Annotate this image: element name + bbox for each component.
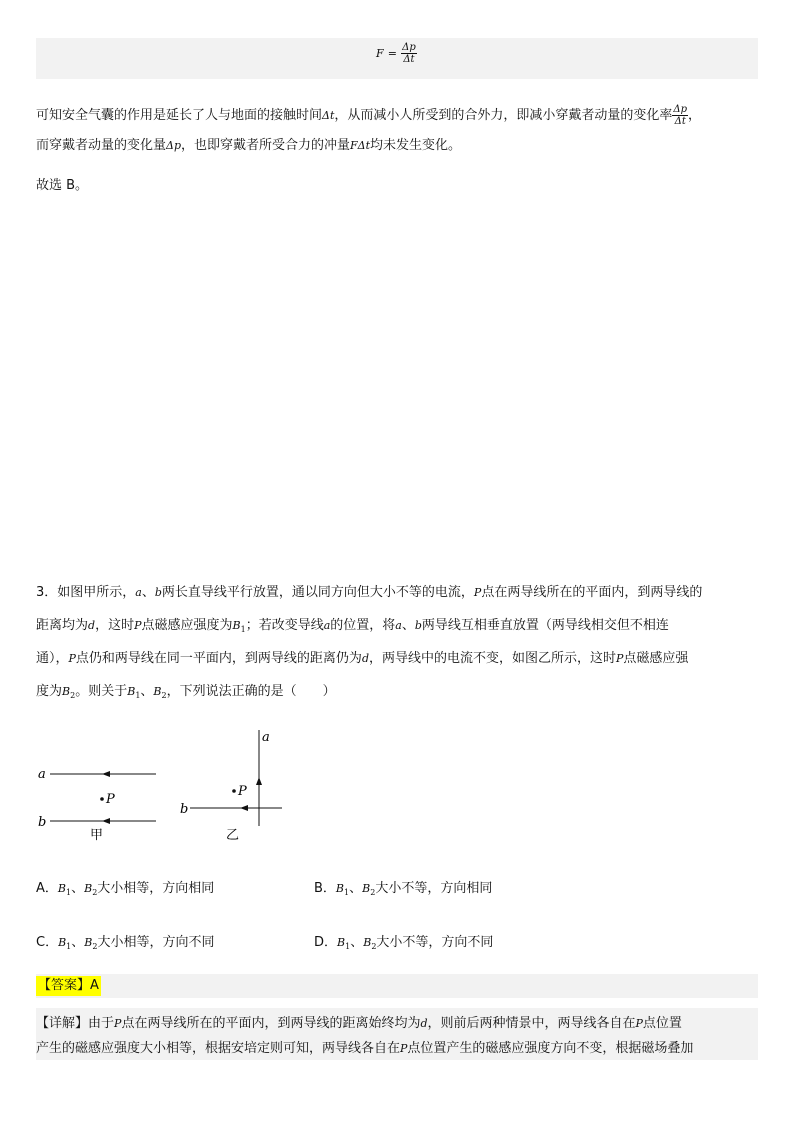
text: 点磁感应强度为 bbox=[141, 618, 233, 633]
text: 3．如图甲所示， bbox=[36, 585, 136, 600]
text: ， bbox=[688, 108, 702, 123]
option-letter: A． bbox=[36, 881, 58, 896]
subscript: 1 bbox=[135, 691, 141, 700]
var-a: a bbox=[135, 586, 142, 599]
option-a[interactable] bbox=[36, 877, 214, 897]
caption-jia: 甲 bbox=[90, 828, 104, 843]
sym: B bbox=[362, 882, 371, 895]
text: 、 bbox=[401, 618, 415, 633]
point-P-jia bbox=[100, 797, 104, 801]
wire-figure bbox=[30, 725, 300, 850]
text: 点位置产生的磁感应强度方向不变，根据磁场叠加 bbox=[407, 1041, 694, 1056]
text: 点磁感应强 bbox=[623, 651, 689, 666]
var-P: P bbox=[616, 652, 624, 665]
text: ，也即穿戴者所受合力的冲量 bbox=[181, 138, 351, 153]
text: ，下列说法正确的是（ ） bbox=[166, 684, 336, 699]
text: ，这时 bbox=[95, 618, 135, 633]
text: 、 bbox=[141, 585, 155, 600]
impulse-formula bbox=[376, 42, 417, 65]
option-text: 大小相等，方向相同 bbox=[97, 881, 215, 896]
sym: B bbox=[58, 936, 67, 949]
formula-num: Δp bbox=[402, 42, 416, 53]
formula-den: Δt bbox=[401, 53, 417, 65]
option-letter: B． bbox=[314, 881, 336, 896]
subscript: 2 bbox=[370, 888, 376, 897]
var-d: d bbox=[361, 652, 369, 665]
sym: B bbox=[127, 685, 136, 698]
var-b: b bbox=[154, 586, 162, 599]
sym: B bbox=[84, 882, 93, 895]
subscript: 2 bbox=[161, 691, 167, 700]
formula-eq: = bbox=[387, 47, 397, 60]
var-d: d bbox=[420, 1017, 428, 1030]
arrow-a-jia-icon bbox=[102, 771, 110, 777]
formula-fraction bbox=[401, 42, 417, 65]
var-P: P bbox=[114, 1017, 122, 1030]
subscript: 2 bbox=[92, 888, 98, 897]
text: 的位置，将 bbox=[330, 618, 396, 633]
sym: B bbox=[84, 936, 93, 949]
subscript: 1 bbox=[66, 888, 72, 897]
arrow-b-yi-icon bbox=[240, 805, 248, 811]
option-text: 大小相等，方向不同 bbox=[97, 935, 215, 950]
sym: B bbox=[232, 619, 241, 632]
var-a: a bbox=[395, 619, 402, 632]
frac-num: Δp bbox=[673, 104, 688, 115]
question-line-3 bbox=[36, 649, 688, 669]
explanation-line-2 bbox=[36, 136, 461, 156]
text: 可知安全气囊的作用是延长了人与地面的接触时间 bbox=[36, 108, 323, 123]
var-P: P bbox=[635, 1017, 643, 1030]
text: 、 bbox=[350, 935, 364, 950]
text: 由于 bbox=[88, 1016, 115, 1031]
var-P: P bbox=[400, 1042, 408, 1055]
label-a-jia: a bbox=[38, 767, 46, 782]
text: 两导线互相垂直放置（两导线相交但不相连 bbox=[421, 618, 669, 633]
rate-fraction bbox=[672, 104, 688, 127]
sym: B bbox=[363, 936, 372, 949]
var-B1 bbox=[127, 685, 140, 698]
text: 、 bbox=[71, 935, 85, 950]
text: 点在两导线所在的平面内，到两导线的 bbox=[481, 585, 703, 600]
text: 产生的磁感应强度大小相等，根据安培定则可知，两导线各自在 bbox=[36, 1041, 401, 1056]
formula-lhs: F bbox=[376, 47, 384, 60]
impulse: FΔt bbox=[350, 139, 371, 152]
detail-label: 【详解】 bbox=[36, 1016, 89, 1031]
option-b[interactable] bbox=[314, 877, 492, 897]
point-P-yi bbox=[232, 789, 236, 793]
answer-label: 【答案】A bbox=[36, 976, 101, 996]
answer-panel bbox=[36, 974, 758, 998]
label-a-yi: a bbox=[262, 730, 270, 745]
subscript: 2 bbox=[371, 942, 377, 951]
text: ，则前后两种情景中，两导线各自在 bbox=[427, 1016, 636, 1031]
arrow-b-jia-icon bbox=[102, 818, 110, 824]
var-B1 bbox=[233, 619, 246, 632]
text: 两长直导线平行放置，通以同方向但大小不等的电流， bbox=[161, 585, 474, 600]
question-line-4 bbox=[36, 682, 336, 706]
sym: B bbox=[153, 685, 162, 698]
option-text: 大小不等，方向不同 bbox=[376, 935, 494, 950]
label-P-yi: P bbox=[238, 784, 247, 799]
subscript: 1 bbox=[240, 625, 246, 634]
text: 点仍和两导线在同一平面内，到两导线的距离仍为 bbox=[75, 651, 362, 666]
subscript: 1 bbox=[345, 942, 351, 951]
text: 点位置 bbox=[642, 1016, 682, 1031]
delta-t: Δt bbox=[322, 109, 335, 122]
option-letter: C． bbox=[36, 935, 59, 950]
var-B2 bbox=[62, 685, 75, 698]
delta-p: Δp bbox=[166, 139, 182, 152]
sym: B bbox=[337, 936, 346, 949]
text: ，从而减小人所受到的合外力，即减小穿戴者动量的变化率 bbox=[334, 108, 673, 123]
var-P: P bbox=[134, 619, 142, 632]
conclusion: 故选 B。 bbox=[36, 178, 89, 193]
text: ；若改变导线 bbox=[245, 618, 324, 633]
caption-yi: 乙 bbox=[226, 828, 240, 843]
var-P: P bbox=[473, 586, 482, 599]
text: 点在两导线所在的平面内，到两导线的距离始终均为 bbox=[121, 1016, 421, 1031]
text: 、 bbox=[71, 881, 85, 896]
arrow-a-yi-icon bbox=[256, 777, 262, 785]
sym: B bbox=[57, 882, 66, 895]
explanation-line-1 bbox=[36, 104, 701, 127]
text: 度为 bbox=[36, 684, 63, 699]
label-P-jia: P bbox=[106, 792, 115, 807]
option-c[interactable] bbox=[36, 931, 214, 951]
subscript: 1 bbox=[344, 888, 350, 897]
question-line-1 bbox=[36, 583, 702, 603]
frac-den: Δt bbox=[672, 115, 688, 127]
text: 通）， bbox=[36, 651, 69, 666]
option-text: 大小不等，方向相同 bbox=[375, 881, 493, 896]
sym: B bbox=[62, 685, 71, 698]
text: 、 bbox=[349, 881, 363, 896]
var-P: P bbox=[68, 652, 76, 665]
question-line-2 bbox=[36, 616, 669, 640]
subscript: 2 bbox=[92, 942, 98, 951]
subscript: 2 bbox=[70, 691, 76, 700]
detail-line-2 bbox=[36, 1039, 693, 1059]
text: ，两导线中的电流不变，如图乙所示，这时 bbox=[368, 651, 616, 666]
option-d[interactable] bbox=[314, 931, 493, 951]
text: 而穿戴者动量的变化量 bbox=[36, 138, 167, 153]
option-letter: D． bbox=[314, 935, 338, 950]
var-d: d bbox=[88, 619, 96, 632]
var-B2 bbox=[153, 685, 166, 698]
text: 均未发生变化。 bbox=[370, 138, 462, 153]
sym: B bbox=[335, 882, 345, 895]
text: 、 bbox=[140, 684, 154, 699]
var-b: b bbox=[414, 619, 422, 632]
detail-line-1 bbox=[36, 1014, 682, 1034]
text: 距离均为 bbox=[36, 618, 89, 633]
text: 。则关于 bbox=[75, 684, 128, 699]
label-b-yi: b bbox=[180, 802, 189, 817]
subscript: 1 bbox=[66, 942, 72, 951]
label-b-jia: b bbox=[38, 815, 47, 830]
var-a: a bbox=[323, 619, 331, 632]
